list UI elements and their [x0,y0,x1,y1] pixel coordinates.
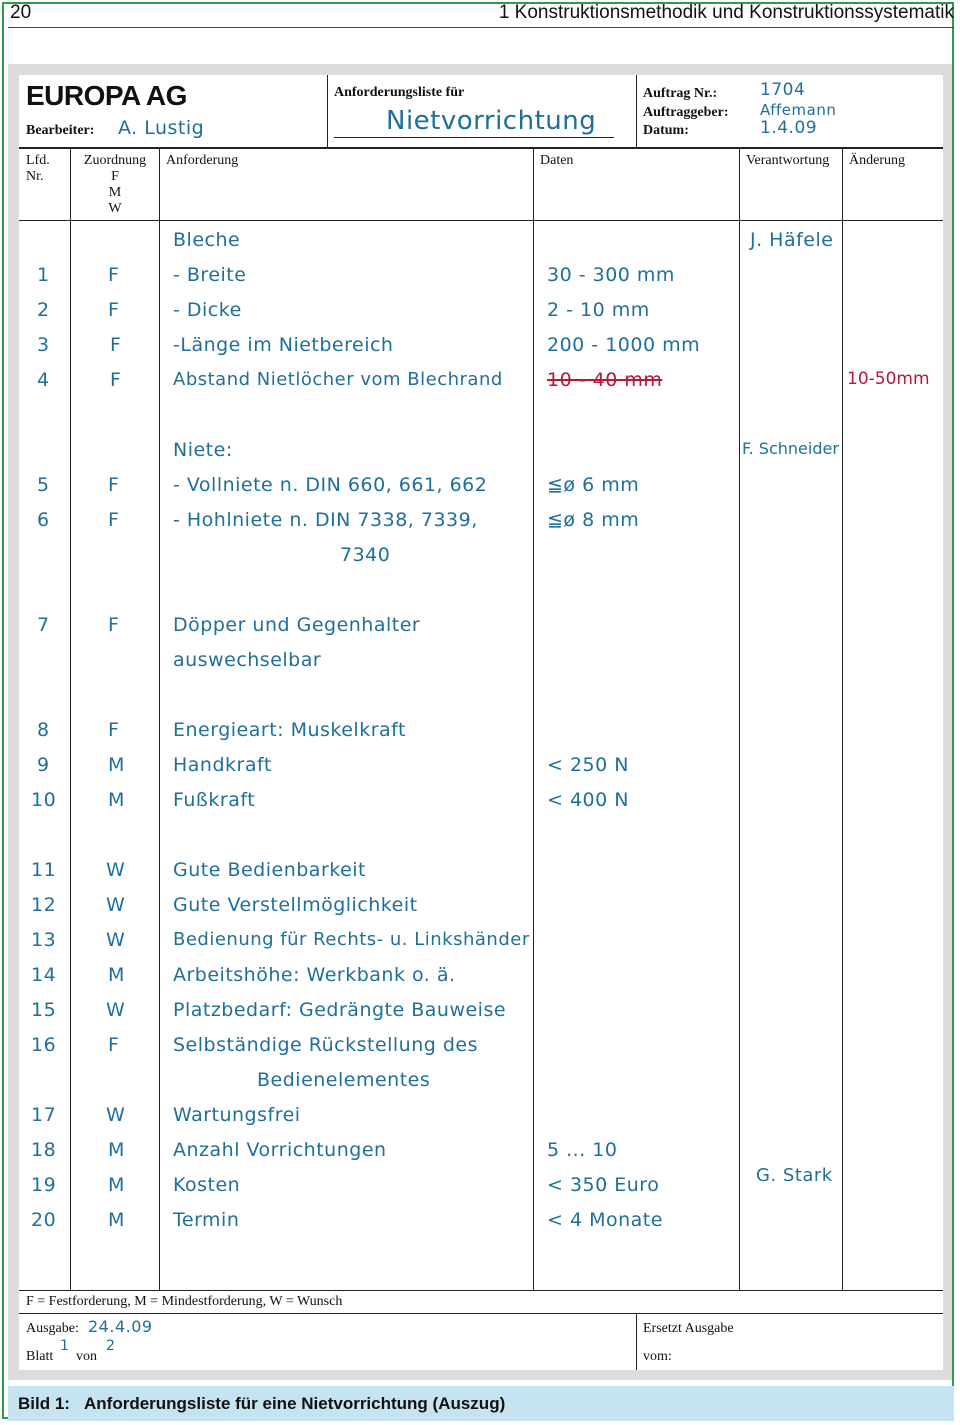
legend: F = Festforderung, M = Mindestforderung, W = Wunsch [26,1294,343,1309]
row-number: 12 [31,894,57,916]
blatt-label: Blatt [26,1349,54,1364]
row-data: 30 - 300 mm [547,264,675,286]
row-assignment: M [108,964,125,986]
row-text: Kosten [173,1174,241,1196]
row-data: 2 - 10 mm [547,299,650,321]
auftrag-label: Auftrag Nr.: [643,86,718,101]
col-header-lfd [26,153,50,185]
row-number: 13 [31,929,57,951]
col-header-lfd-line2: Nr. [26,169,44,184]
row-text: - Dicke [173,299,242,321]
row-assignment: F [108,264,120,286]
row-number: 19 [31,1174,57,1196]
bearbeiter-value: A. Lustig [118,117,205,139]
row-text: Gute Verstellmöglichkeit [173,894,418,916]
col-header-z-f: F [111,169,119,184]
footer-divider [636,1314,637,1370]
row-assignment: F [108,474,120,496]
row-text: Arbeitshöhe: Werkbank o. ä. [173,964,456,986]
row-assignment: W [106,1104,126,1126]
row-assignment: M [108,1139,125,1161]
row-assignment: F [108,1034,120,1056]
caption-label: Bild 1: [18,1394,70,1413]
row-assignment: F [108,719,120,741]
row-number: 3 [37,334,50,356]
row-number: 14 [31,964,57,986]
row-text: Platzbedarf: Gedrängte Bauweise [173,999,507,1021]
row-text: Selbständige Rückstellung des [173,1034,479,1056]
row-number: 5 [37,474,50,496]
row-assignment: F [110,369,122,391]
row-assignment: F [110,334,122,356]
row-data: 5 ... 10 [547,1139,618,1161]
row-text: Abstand Nietlöcher vom Blechrand [173,369,503,390]
row-number: 2 [37,299,50,321]
row-text: Döpper und Gegenhalter [173,614,421,636]
ausgabe-value: 24.4.09 [88,1317,153,1336]
row-number: 18 [31,1139,57,1161]
row-text: Energieart: Muskelkraft [173,719,406,741]
row-assignment: M [108,754,125,776]
row-text: Bleche [173,229,241,251]
page-number: 20 [10,2,32,23]
row-number: 15 [31,999,57,1021]
row-text: 7340 [340,544,391,566]
figure-caption [8,1386,954,1421]
auftraggeber-value: Affemann [760,101,837,119]
datum-value: 1.4.09 [760,118,818,138]
col-header-verantwortung: Verantwortung [746,153,830,168]
company-name: EUROPA AG [26,80,187,111]
auftrag-value: 1704 [760,80,806,100]
col-divider-3 [533,148,534,1290]
row-assignment: F [108,614,120,636]
row-text: Termin [173,1209,240,1231]
row-number: 17 [31,1104,57,1126]
row-responsibility: F. Schneider [742,439,839,458]
row-responsibility: J. Häfele [750,229,834,251]
form-top-border [19,147,943,149]
header-divider-1 [327,75,328,148]
row-number: 9 [37,754,50,776]
row-assignment: W [106,859,126,881]
row-data: < 250 N [547,754,629,776]
col-header-anforderung: Anforderung [166,153,239,168]
col-header-z-w: W [108,201,122,216]
col-divider-2 [159,148,160,1290]
row-number: 10 [31,789,57,811]
row-number: 11 [31,859,57,881]
bearbeiter-label: Bearbeiter: [26,123,95,138]
list-title-label: Anforderungsliste für [334,85,465,100]
row-text: Gute Bedienbarkeit [173,859,366,881]
vom-label: vom: [643,1349,672,1364]
row-assignment: W [106,894,126,916]
row-data: ≦ø 6 mm [547,474,640,496]
row-number: 4 [37,369,50,391]
row-data: ≦ø 8 mm [547,509,640,531]
row-text: - Breite [173,264,247,286]
row-assignment: W [106,929,126,951]
row-assignment: W [106,999,126,1021]
row-text: - Hohlniete n. DIN 7338, 7339, [173,509,478,531]
page-header [8,0,954,28]
row-data: < 350 Euro [547,1174,660,1196]
row-text: Bedienung für Rechts- u. Linkshänder [173,929,530,950]
col-header-lfd-line1: Lfd. [26,153,50,168]
row-assignment: M [108,1174,125,1196]
col-divider-1 [70,148,71,1290]
col-divider-4 [739,148,740,1290]
row-text: Bedienelementes [257,1069,431,1091]
row-number: 16 [31,1034,57,1056]
col-header-zuordnung-label: Zuordnung [83,153,147,168]
row-assignment: M [108,1209,125,1231]
header-divider-2 [636,75,637,148]
title-underline [334,137,614,138]
blatt-value: 1 [60,1338,70,1354]
col-header-z-m: M [108,185,122,200]
row-data: 200 - 1000 mm [547,334,701,356]
col-header-zuordnung [71,153,159,217]
auftraggeber-label: Auftraggeber: [643,105,729,120]
row-data: < 4 Monate [547,1209,663,1231]
row-text: - Vollniete n. DIN 660, 661, 662 [173,474,488,496]
col-divider-5 [842,148,843,1290]
row-number: 8 [37,719,50,741]
col-header-daten: Daten [540,153,574,168]
row-text: auswechselbar [173,649,322,671]
row-text: -Länge im Nietbereich [173,334,394,356]
von-label: von [76,1349,97,1364]
ersetzt-label: Ersetzt Ausgabe [643,1321,734,1336]
row-number: 7 [37,614,50,636]
list-title-value: Nietvorrichtung [386,106,597,136]
row-number: 6 [37,509,50,531]
row-text: Anzahl Vorrichtungen [173,1139,387,1161]
legend-bottom-border [19,1313,943,1314]
row-responsibility: G. Stark [756,1165,833,1186]
ausgabe-label: Ausgabe: [26,1321,79,1336]
row-number: 20 [31,1209,57,1231]
chapter-title: 1 Konstruktionsmethodik und Konstruktionssystematik [498,2,954,23]
datum-label: Datum: [643,123,689,138]
row-number: 1 [37,264,50,286]
row-assignment: F [108,509,120,531]
caption-text: Anforderungsliste für eine Nietvorrichtung (Auszug) [84,1394,506,1413]
row-change: 10-50mm [847,369,930,389]
row-assignment: F [108,299,120,321]
col-header-aenderung: Änderung [849,153,905,168]
row-text: Niete: [173,439,233,461]
row-data: < 400 N [547,789,629,811]
table-bottom-border [19,1290,943,1291]
von-value: 2 [106,1338,116,1354]
row-text: Handkraft [173,754,272,776]
row-text: Wartungsfrei [173,1104,301,1126]
row-data-struck: 10 - 40 mm [547,369,663,391]
row-text: Fußkraft [173,789,256,811]
row-assignment: M [108,789,125,811]
column-header-bottom [19,220,943,221]
